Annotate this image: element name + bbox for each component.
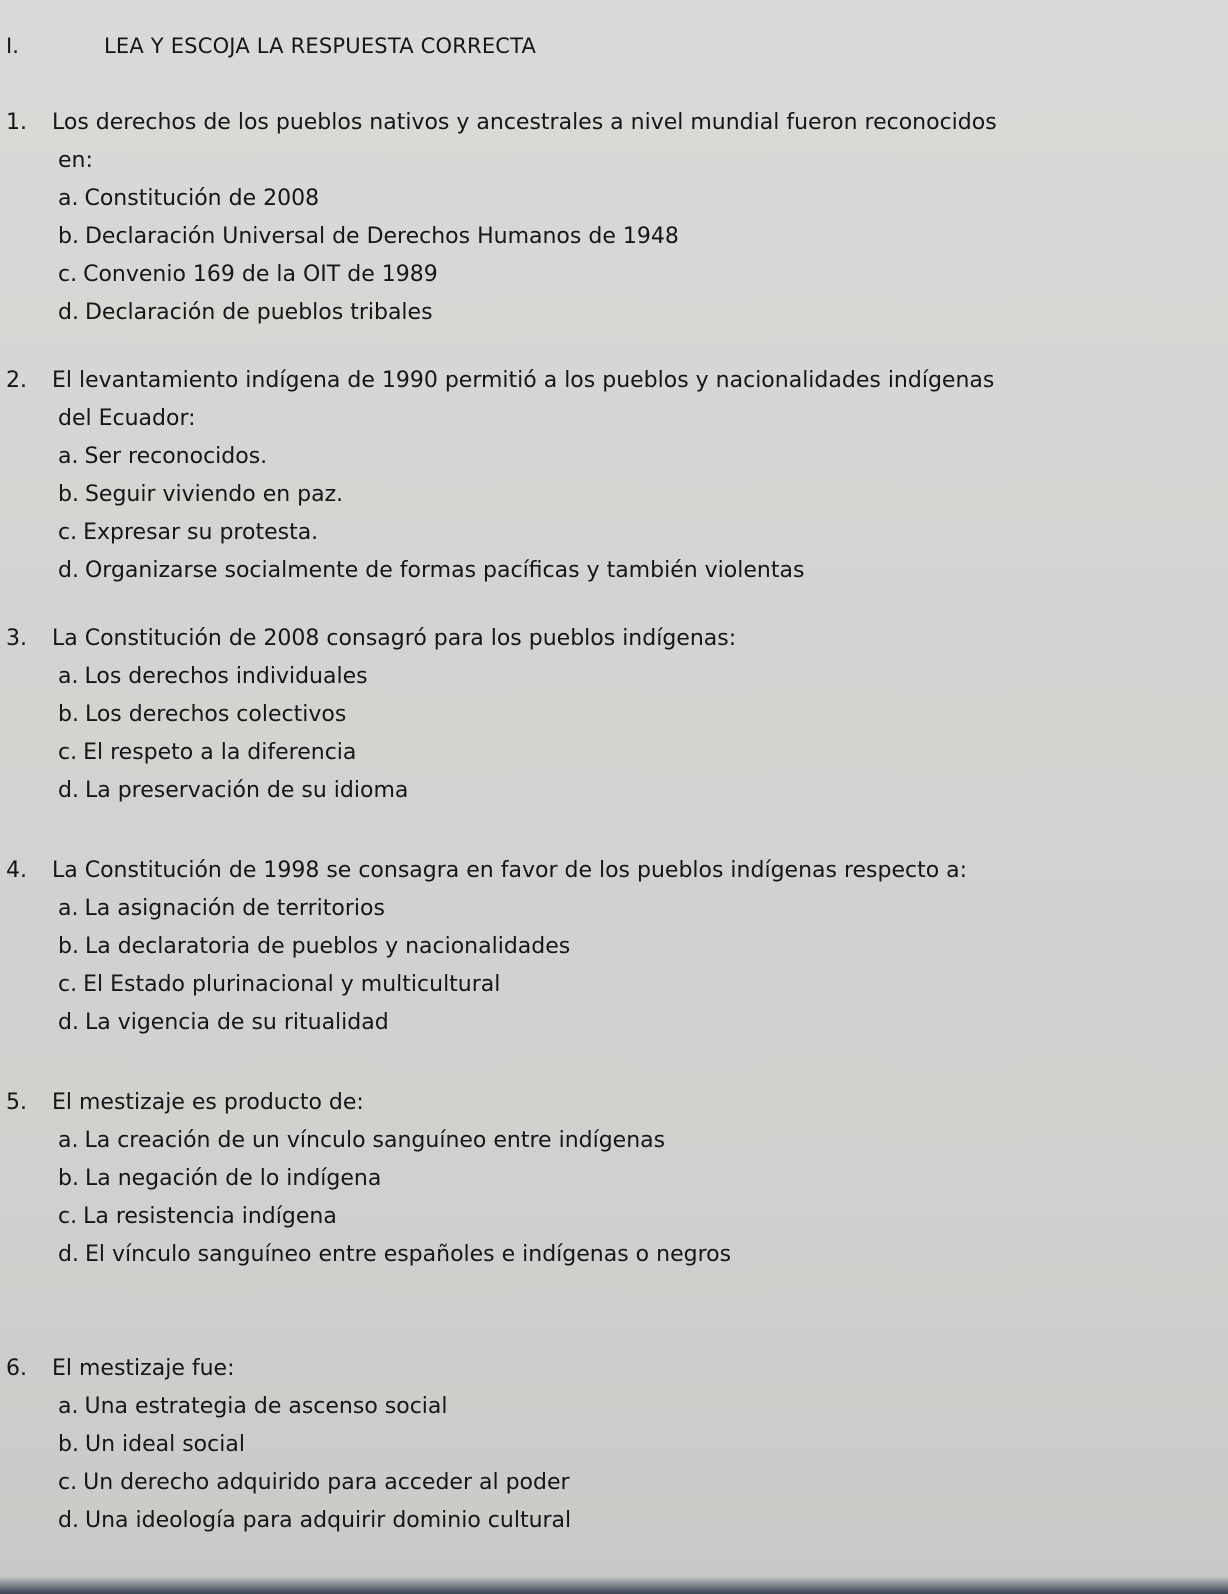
question-stem — [0, 104, 1228, 180]
section-number: I. — [6, 34, 19, 58]
option-text: Organizarse socialmente de formas pacíficas y también violentas — [84, 558, 805, 583]
option-text: Ser reconocidos. — [84, 444, 268, 469]
question-stem — [0, 852, 1228, 890]
option-text: Declaración de pueblos tribales — [84, 300, 433, 325]
option-c[interactable] — [58, 1198, 1228, 1236]
option-c[interactable] — [58, 1464, 1228, 1502]
option-a[interactable] — [58, 1388, 1228, 1426]
question-5 — [0, 1084, 1228, 1274]
option-b[interactable] — [58, 476, 1228, 514]
option-letter: a. — [58, 896, 79, 921]
option-text: Constitución de 2008 — [84, 186, 320, 211]
option-text: Una estrategia de ascenso social — [84, 1394, 448, 1419]
option-text: Convenio 169 de la OIT de 1989 — [83, 262, 438, 287]
option-d[interactable] — [58, 1502, 1228, 1540]
option-text: Declaración Universal de Derechos Humanos de 1948 — [84, 224, 679, 249]
option-text: El Estado plurinacional y multicultural — [83, 972, 501, 997]
option-letter: c. — [58, 740, 78, 765]
option-b[interactable] — [58, 218, 1228, 256]
page-bottom-edge — [0, 1576, 1228, 1594]
option-letter: d. — [58, 778, 79, 803]
question-text-line1: El mestizaje es producto de: — [52, 1090, 364, 1115]
option-letter: b. — [58, 482, 79, 507]
option-a[interactable] — [58, 658, 1228, 696]
question-text-line1: La Constitución de 2008 consagró para los pueblos indígenas: — [52, 626, 737, 651]
question-stem — [0, 1084, 1228, 1122]
question-4 — [0, 852, 1228, 1042]
question-stem — [0, 1350, 1228, 1388]
option-letter: d. — [58, 1010, 79, 1035]
option-letter: c. — [58, 520, 78, 545]
option-b[interactable] — [58, 696, 1228, 734]
question-number: 5. — [6, 1090, 27, 1115]
option-text: El respeto a la diferencia — [83, 740, 357, 765]
option-text: La negación de lo indígena — [84, 1166, 382, 1191]
option-text: La preservación de su idioma — [84, 778, 409, 803]
option-text: La asignación de territorios — [84, 896, 385, 921]
section-header — [0, 30, 1228, 66]
question-2 — [0, 362, 1228, 590]
option-text: Los derechos individuales — [84, 664, 368, 689]
option-letter: b. — [58, 1432, 79, 1457]
question-stem — [0, 620, 1228, 658]
question-number: 4. — [6, 858, 27, 883]
option-text: Una ideología para adquirir dominio cultural — [84, 1508, 572, 1533]
option-letter: c. — [58, 262, 78, 287]
option-d[interactable] — [58, 552, 1228, 590]
option-b[interactable] — [58, 928, 1228, 966]
option-text: Un ideal social — [84, 1432, 245, 1457]
option-text: Expresar su protesta. — [83, 520, 319, 545]
option-letter: a. — [58, 1394, 79, 1419]
option-text: La vigencia de su ritualidad — [84, 1010, 389, 1035]
section-title: LEA Y ESCOJA LA RESPUESTA CORRECTA — [104, 34, 537, 58]
option-letter: d. — [58, 1508, 79, 1533]
option-text: Seguir viviendo en paz. — [84, 482, 344, 507]
option-text: El vínculo sanguíneo entre españoles e indígenas o negros — [84, 1242, 732, 1267]
option-letter: c. — [58, 972, 78, 997]
option-a[interactable] — [58, 890, 1228, 928]
option-letter: b. — [58, 934, 79, 959]
question-text-line1: El levantamiento indígena de 1990 permitió a los pueblos y nacionalidades indígenas — [52, 368, 995, 393]
question-stem — [0, 362, 1228, 438]
option-d[interactable] — [58, 294, 1228, 332]
question-3 — [0, 620, 1228, 810]
option-letter: c. — [58, 1470, 78, 1495]
option-letter: d. — [58, 1242, 79, 1267]
question-text-line2: del Ecuador: — [58, 406, 196, 431]
option-letter: d. — [58, 300, 79, 325]
option-text: Los derechos colectivos — [84, 702, 347, 727]
question-text-line1: La Constitución de 1998 se consagra en favor de los pueblos indígenas respecto a: — [52, 858, 968, 883]
option-a[interactable] — [58, 438, 1228, 476]
option-a[interactable] — [58, 180, 1228, 218]
option-text: La resistencia indígena — [83, 1204, 337, 1229]
option-letter: b. — [58, 702, 79, 727]
option-a[interactable] — [58, 1122, 1228, 1160]
option-letter: a. — [58, 444, 79, 469]
option-text: La declaratoria de pueblos y nacionalidades — [84, 934, 571, 959]
question-6 — [0, 1350, 1228, 1540]
option-d[interactable] — [58, 1236, 1228, 1274]
option-b[interactable] — [58, 1426, 1228, 1464]
option-letter: a. — [58, 186, 79, 211]
option-c[interactable] — [58, 966, 1228, 1004]
option-letter: c. — [58, 1204, 78, 1229]
option-c[interactable] — [58, 734, 1228, 772]
option-text: Un derecho adquirido para acceder al poder — [83, 1470, 570, 1495]
question-text-line1: Los derechos de los pueblos nativos y ancestrales a nivel mundial fueron reconocidos — [52, 110, 997, 135]
option-c[interactable] — [58, 514, 1228, 552]
question-number: 2. — [6, 368, 27, 393]
option-letter: b. — [58, 224, 79, 249]
question-text-line1: El mestizaje fue: — [52, 1356, 235, 1381]
question-number: 1. — [6, 110, 27, 135]
question-number: 3. — [6, 626, 27, 651]
option-letter: a. — [58, 664, 79, 689]
option-d[interactable] — [58, 1004, 1228, 1042]
option-letter: b. — [58, 1166, 79, 1191]
option-b[interactable] — [58, 1160, 1228, 1198]
option-c[interactable] — [58, 256, 1228, 294]
question-number: 6. — [6, 1356, 27, 1381]
option-d[interactable] — [58, 772, 1228, 810]
option-letter: d. — [58, 558, 79, 583]
question-text-line2: en: — [58, 148, 93, 173]
option-text: La creación de un vínculo sanguíneo entre indígenas — [84, 1128, 666, 1153]
question-1 — [0, 104, 1228, 332]
option-letter: a. — [58, 1128, 79, 1153]
